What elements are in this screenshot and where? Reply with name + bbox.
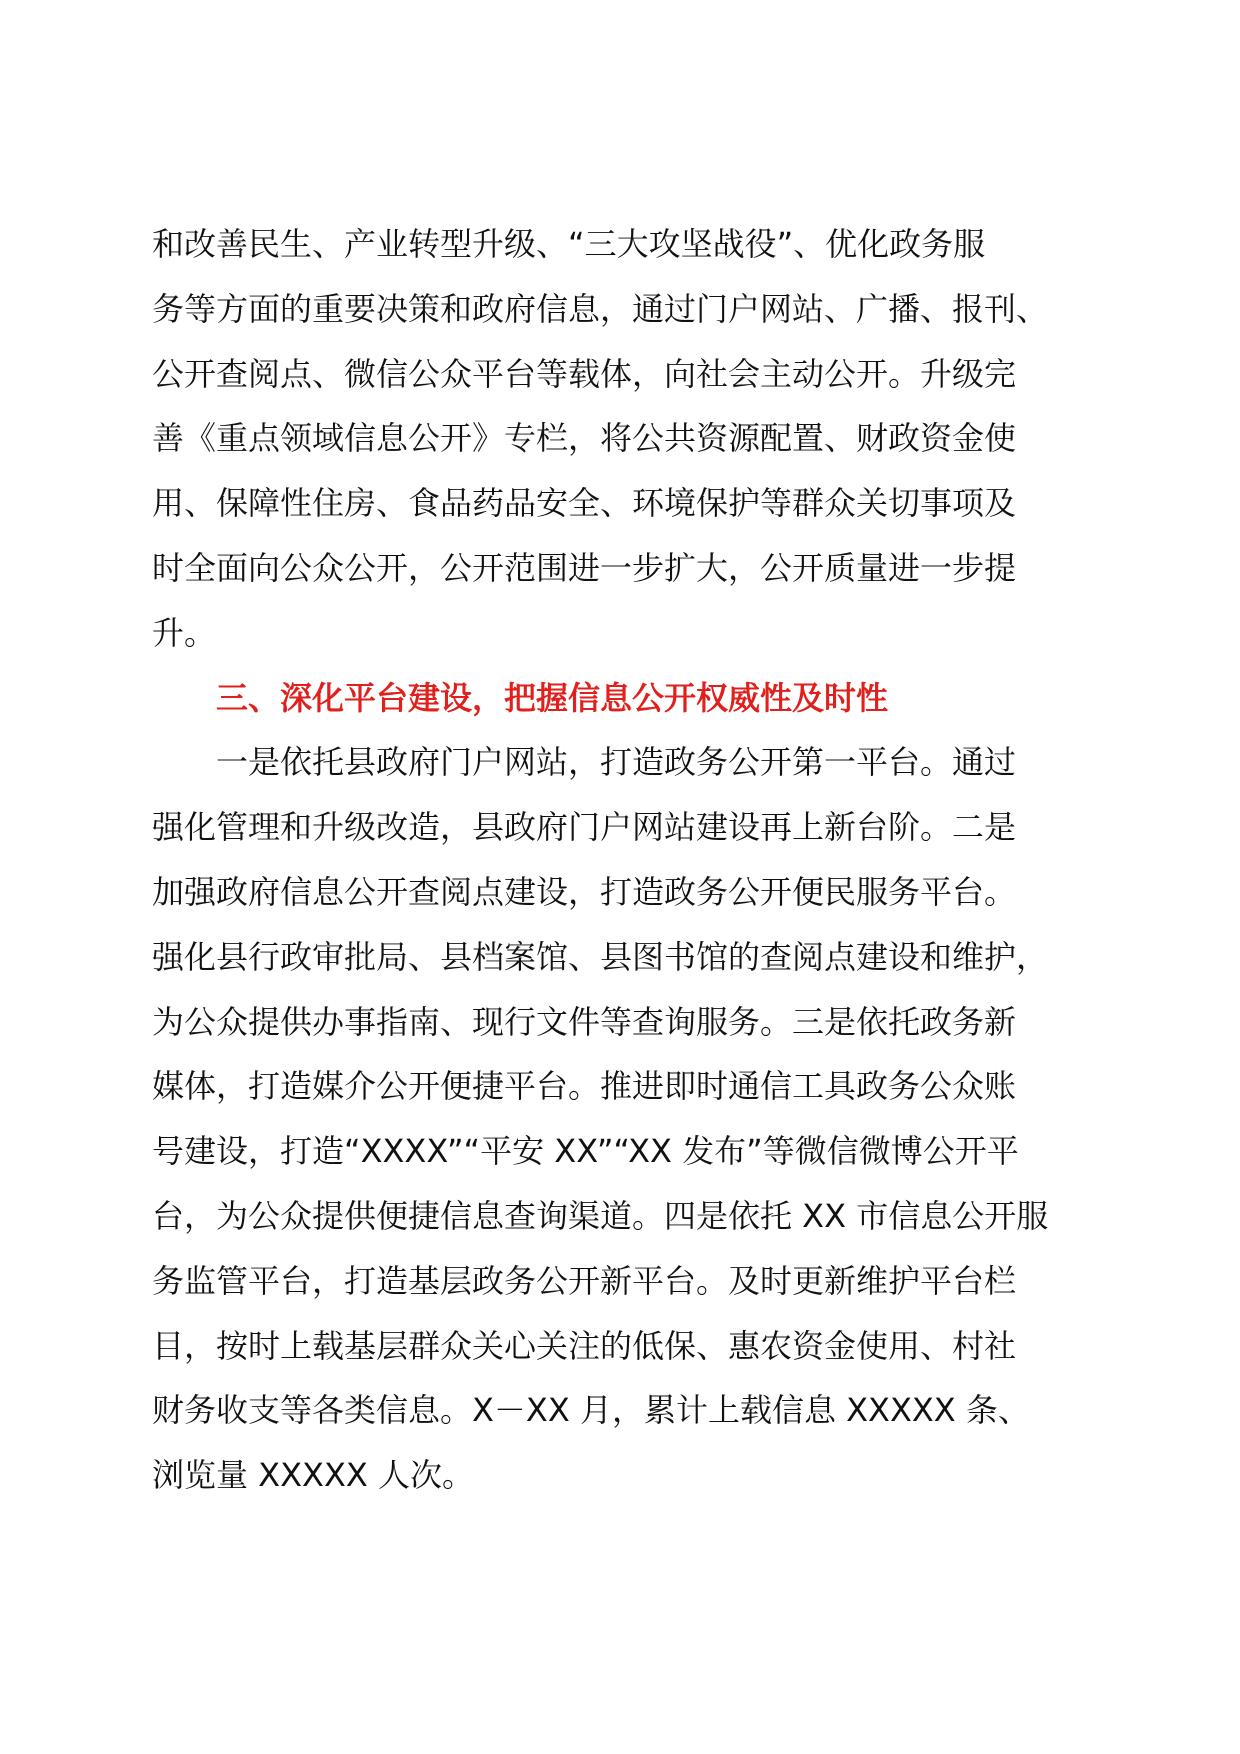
paragraph-line: 为公众提供办事指南、现行文件等查询服务。三是依托政务新 (152, 1002, 1017, 1041)
paragraph-line: 加强政府信息公开查阅点建设，打造政务公开便民服务平台。 (152, 872, 1017, 911)
paragraph-line: 升。 (152, 613, 217, 652)
paragraph-line: 财务收支等各类信息。X－XX 月，累计上载信息 XXXXX 条、 (152, 1391, 1030, 1430)
paragraph-line: 一是依托县政府门户网站，打造政务公开第一平台。通过 (216, 743, 1017, 782)
paragraph-line: 务等方面的重要决策和政府信息，通过门户网站、广播、报刊、 (152, 289, 1049, 328)
paragraph-line: 用、保障性住房、食品药品安全、环境保护等群众关切事项及 (152, 484, 1017, 523)
paragraph-2 (152, 730, 1092, 1508)
paragraph-line: 台，为公众提供便捷信息查询渠道。四是依托 XX 市信息公开服 (152, 1196, 1049, 1235)
paragraph-line: 时全面向公众公开，公开范围进一步扩大，公开质量进一步提 (152, 548, 1017, 587)
paragraph-line: 善《重点领域信息公开》专栏，将公共资源配置、财政资金使 (152, 419, 1017, 458)
paragraph-line: 强化管理和升级改造，县政府门户网站建设再上新台阶。二是 (152, 808, 1017, 847)
paragraph-line: 浏览量 XXXXX 人次。 (152, 1456, 474, 1495)
document-body (152, 212, 1092, 1508)
paragraph-line: 公开查阅点、微信公众平台等载体，向社会主动公开。升级完 (152, 354, 1017, 393)
section-heading: 三、深化平台建设，把握信息公开权威性及时性 (216, 678, 889, 717)
paragraph-line: 和改善民生、产业转型升级、“三大攻坚战役”、优化政务服 (152, 225, 986, 263)
paragraph-line: 强化县行政审批局、县档案馆、县图书馆的查阅点建设和维护， (152, 937, 1049, 976)
paragraph-line: 号建设，打造“XXXX”“平安 XX”“XX 发布”等微信微博公开平 (152, 1132, 1019, 1171)
paragraph-line: 目，按时上载基层群众关心关注的低保、惠农资金使用、村社 (152, 1326, 1017, 1365)
paragraph-line: 务监管平台，打造基层政务公开新平台。及时更新维护平台栏 (152, 1261, 1017, 1300)
paragraph-1 (152, 212, 1092, 666)
paragraph-line: 媒体，打造媒介公开便捷平台。推进即时通信工具政务公众账 (152, 1067, 1017, 1106)
